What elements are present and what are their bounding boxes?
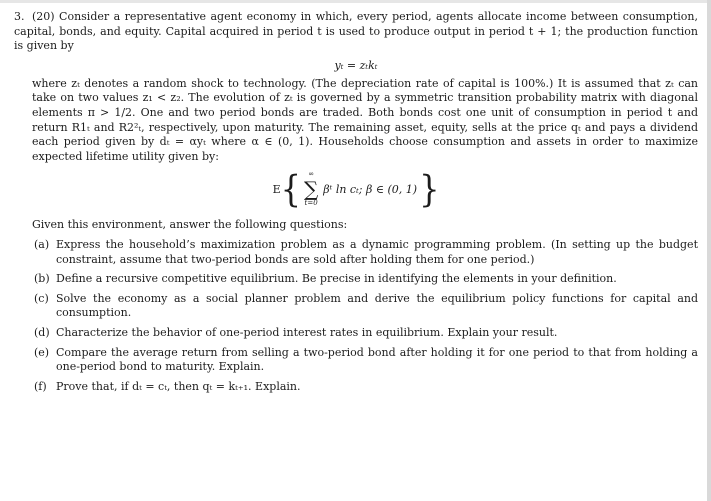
part-b-text: Define a recursive competitive equilibrium. Be precise in identifying the elements in your definition.: [56, 272, 617, 286]
part-c-label: (c): [34, 291, 49, 305]
part-c: [34, 292, 698, 321]
production-function-equation: yₜ = zₜkₜ: [334, 58, 378, 72]
parts-list: [14, 238, 698, 394]
part-e-label: (e): [34, 345, 50, 359]
part-d: [34, 326, 698, 341]
summation: [304, 170, 318, 208]
page-edge-top: [0, 0, 711, 3]
part-a-label: (a): [34, 237, 50, 251]
part-d-text: Characterize the behavior of one-period interest rates in equilibrium. Explain your result.: [56, 325, 558, 339]
page-edge-right: [707, 0, 711, 501]
part-d-label: (d): [34, 325, 50, 339]
part-a: [34, 238, 698, 267]
part-f-label: (f): [34, 379, 47, 393]
question-number: 3.: [14, 10, 25, 23]
document-page: [14, 10, 698, 399]
part-f-text: Prove that, if dₜ = cₜ, then qₜ = kₜ₊₁. Explain.: [56, 379, 301, 393]
utility-equation: [14, 168, 698, 210]
sum-lower-limit: t=0: [304, 199, 318, 208]
expectation-operator: E: [272, 182, 281, 196]
part-a-text: Express the household’s maximization problem as a dynamic programming problem. (In setting up the budget constraint, assume that two-period bonds are sold after holding them for one period.): [56, 237, 698, 266]
question-intro-text: (20) Consider a representative agent economy in which, every period, agents allocate income between consumption, capital, bonds, and equity. Capital acquired in period t is used to produce output in period t + 1; the production function is given by: [14, 10, 698, 53]
part-e-text: Compare the average return from selling a two-period bond after holding it for one period to that from holding a one-period bond to maturity. Explain.: [56, 345, 698, 374]
part-f: [34, 380, 698, 395]
utility-body: βᵗ ln cₜ; β ∈ (0, 1): [323, 182, 418, 196]
part-e: [34, 346, 698, 375]
given-text: Given this environment, answer the following questions:: [32, 218, 348, 232]
sum-upper-limit: ∞: [308, 170, 315, 179]
part-b: [34, 272, 698, 287]
part-b-label: (b): [34, 272, 50, 286]
sum-symbol: ∑: [303, 177, 319, 202]
part-c-text: Solve the economy as a social planner problem and derive the equilibrium policy functions for capital and consumption.: [56, 291, 698, 320]
question-description: where zₜ denotes a random shock to technology. (The depreciation rate of capital is 100%.) It is assumed that zₜ can take on two values z₁ < z₂. The evolution of zₜ is governed by a symmetric transition probability matrix with diagonal elements π > 1/2. One and two period bonds are traded. Both bonds cost one unit of consumption in period t and return R1ₜ and R2²ₜ, respectively, upon maturity. The remaining asset, equity, sells at the price qₜ and pays a dividend each period given by dₜ = αyₜ where α ∈ (0, 1). Households choose consumption and assets in order to maximize expected lifetime utility given by:: [32, 76, 698, 163]
question-intro: [14, 10, 698, 54]
left-brace: {: [280, 167, 301, 212]
right-brace: }: [419, 167, 440, 212]
